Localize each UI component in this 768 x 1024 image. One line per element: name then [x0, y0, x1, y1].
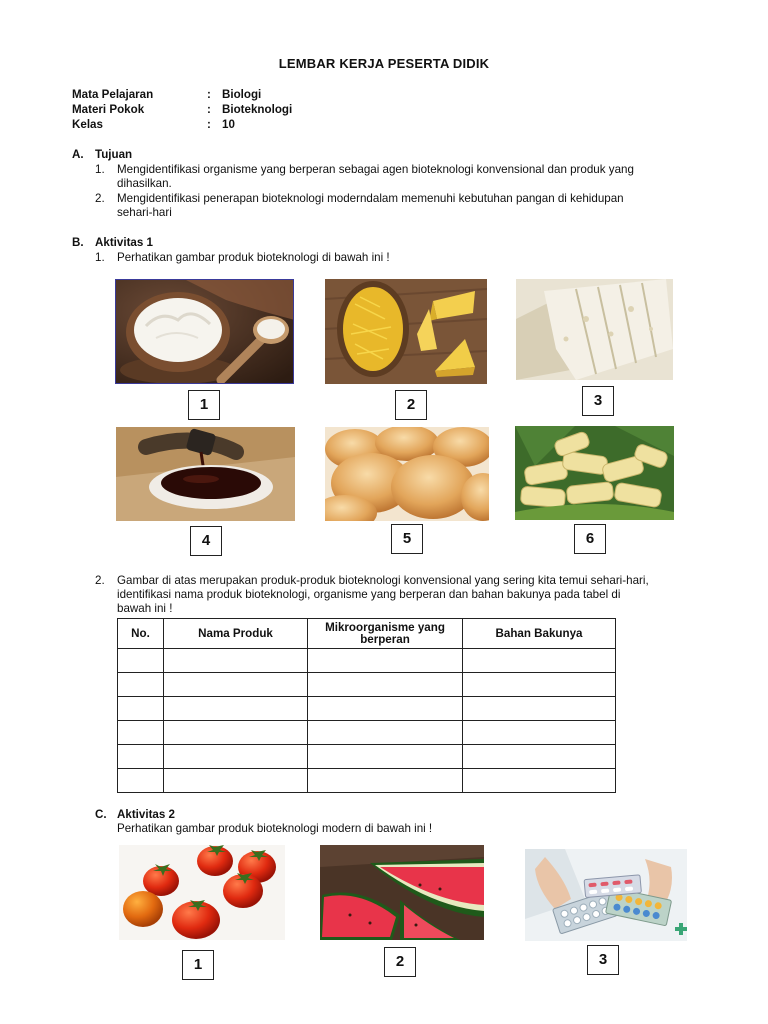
cell-product[interactable] — [164, 721, 308, 745]
cell-product[interactable] — [164, 649, 308, 673]
section-c-heading: Aktivitas 2 — [117, 808, 175, 821]
image-soy-sauce — [116, 427, 295, 521]
identity-subject-sep: : — [207, 88, 211, 101]
image-number-label: 5 — [391, 524, 423, 554]
table-row — [118, 745, 616, 769]
cell-no[interactable] — [118, 697, 164, 721]
identity-subject-value: Biologi — [222, 88, 262, 101]
objective-2-line2: sehari-hari — [117, 206, 172, 219]
cell-product[interactable] — [164, 673, 308, 697]
cell-raw-material[interactable] — [463, 697, 616, 721]
header-product-name: Nama Produk — [164, 619, 308, 649]
objective-2-number: 2. — [95, 192, 105, 205]
cell-no[interactable] — [118, 745, 164, 769]
objective-1-line2: dihasilkan. — [117, 177, 172, 190]
question-2-line1: Gambar di atas merupakan produk-produk bioteknologi konvensional yang sering kita temui sehari-hari, — [117, 574, 649, 587]
image-number-label: 1 — [182, 950, 214, 980]
cell-microorganism[interactable] — [308, 721, 463, 745]
image-tempe — [516, 279, 673, 380]
question-2-line2: identifikasi nama produk bioteknologi, organisme yang berperan dan bahan bakunya pada tabel di — [117, 588, 621, 601]
header-raw-material: Bahan Bakunya — [463, 619, 616, 649]
table-header-row — [118, 619, 616, 649]
table-row — [118, 721, 616, 745]
image-medicines — [525, 849, 687, 941]
section-b-heading: Aktivitas 1 — [95, 236, 153, 249]
cell-no[interactable] — [118, 721, 164, 745]
cell-no[interactable] — [118, 769, 164, 793]
question-1-text: Perhatikan gambar produk bioteknologi di bawah ini ! — [117, 251, 390, 264]
cell-raw-material[interactable] — [463, 649, 616, 673]
cell-microorganism[interactable] — [308, 745, 463, 769]
image-tomatoes — [119, 845, 285, 940]
section-c-text: Perhatikan gambar produk bioteknologi modern di bawah ini ! — [117, 822, 433, 835]
cell-microorganism[interactable] — [308, 769, 463, 793]
image-number-label: 3 — [582, 386, 614, 416]
section-b-letter: B. — [72, 236, 84, 249]
table-row — [118, 769, 616, 793]
identity-topic-sep: : — [207, 103, 211, 116]
image-number-label: 2 — [395, 390, 427, 420]
cell-no[interactable] — [118, 673, 164, 697]
cell-product[interactable] — [164, 745, 308, 769]
image-number-label: 4 — [190, 526, 222, 556]
objective-1-number: 1. — [95, 163, 105, 176]
cell-product[interactable] — [164, 697, 308, 721]
section-a-heading: Tujuan — [95, 148, 133, 161]
image-watermelon — [320, 845, 484, 940]
image-number-label: 1 — [188, 390, 220, 420]
section-a-letter: A. — [72, 148, 84, 161]
image-cheese — [325, 279, 487, 384]
identity-topic-value: Bioteknologi — [222, 103, 293, 116]
table-row — [118, 649, 616, 673]
cell-microorganism[interactable] — [308, 673, 463, 697]
image-number-label: 2 — [384, 947, 416, 977]
question-2-number: 2. — [95, 574, 105, 587]
cell-raw-material[interactable] — [463, 673, 616, 697]
identity-subject-label: Mata Pelajaran — [72, 88, 154, 101]
objective-1-line1: Mengidentifikasi organisme yang berperan sebagai agen bioteknologi konvensional dan produk yang — [117, 163, 634, 176]
cell-product[interactable] — [164, 769, 308, 793]
cell-microorganism[interactable] — [308, 697, 463, 721]
table-row — [118, 697, 616, 721]
question-2-line3: bawah ini ! — [117, 602, 173, 615]
header-microorganism: Mikroorganisme yang berperan — [308, 619, 463, 649]
section-c-letter: C. — [95, 808, 107, 821]
objective-2-line1: Mengidentifikasi penerapan bioteknologi moderndalam memenuhi kebutuhan pangan di kehidupan — [117, 192, 624, 205]
header-no: No. — [118, 619, 164, 649]
identity-class-sep: : — [207, 118, 211, 131]
table-row — [118, 673, 616, 697]
cell-raw-material[interactable] — [463, 721, 616, 745]
identity-class-value: 10 — [222, 118, 235, 131]
identity-class-label: Kelas — [72, 118, 103, 131]
image-number-label: 6 — [574, 524, 606, 554]
question-1-number: 1. — [95, 251, 105, 264]
identity-topic-label: Materi Pokok — [72, 103, 145, 116]
image-bread-rolls — [325, 427, 489, 521]
worksheet-title: LEMBAR KERJA PESERTA DIDIK — [278, 56, 490, 71]
cell-no[interactable] — [118, 649, 164, 673]
cell-raw-material[interactable] — [463, 769, 616, 793]
cell-microorganism[interactable] — [308, 649, 463, 673]
cell-raw-material[interactable] — [463, 745, 616, 769]
image-yogurt — [115, 279, 294, 384]
worksheet-table — [117, 618, 616, 793]
image-number-label: 3 — [587, 945, 619, 975]
image-tape-singkong — [515, 426, 674, 520]
